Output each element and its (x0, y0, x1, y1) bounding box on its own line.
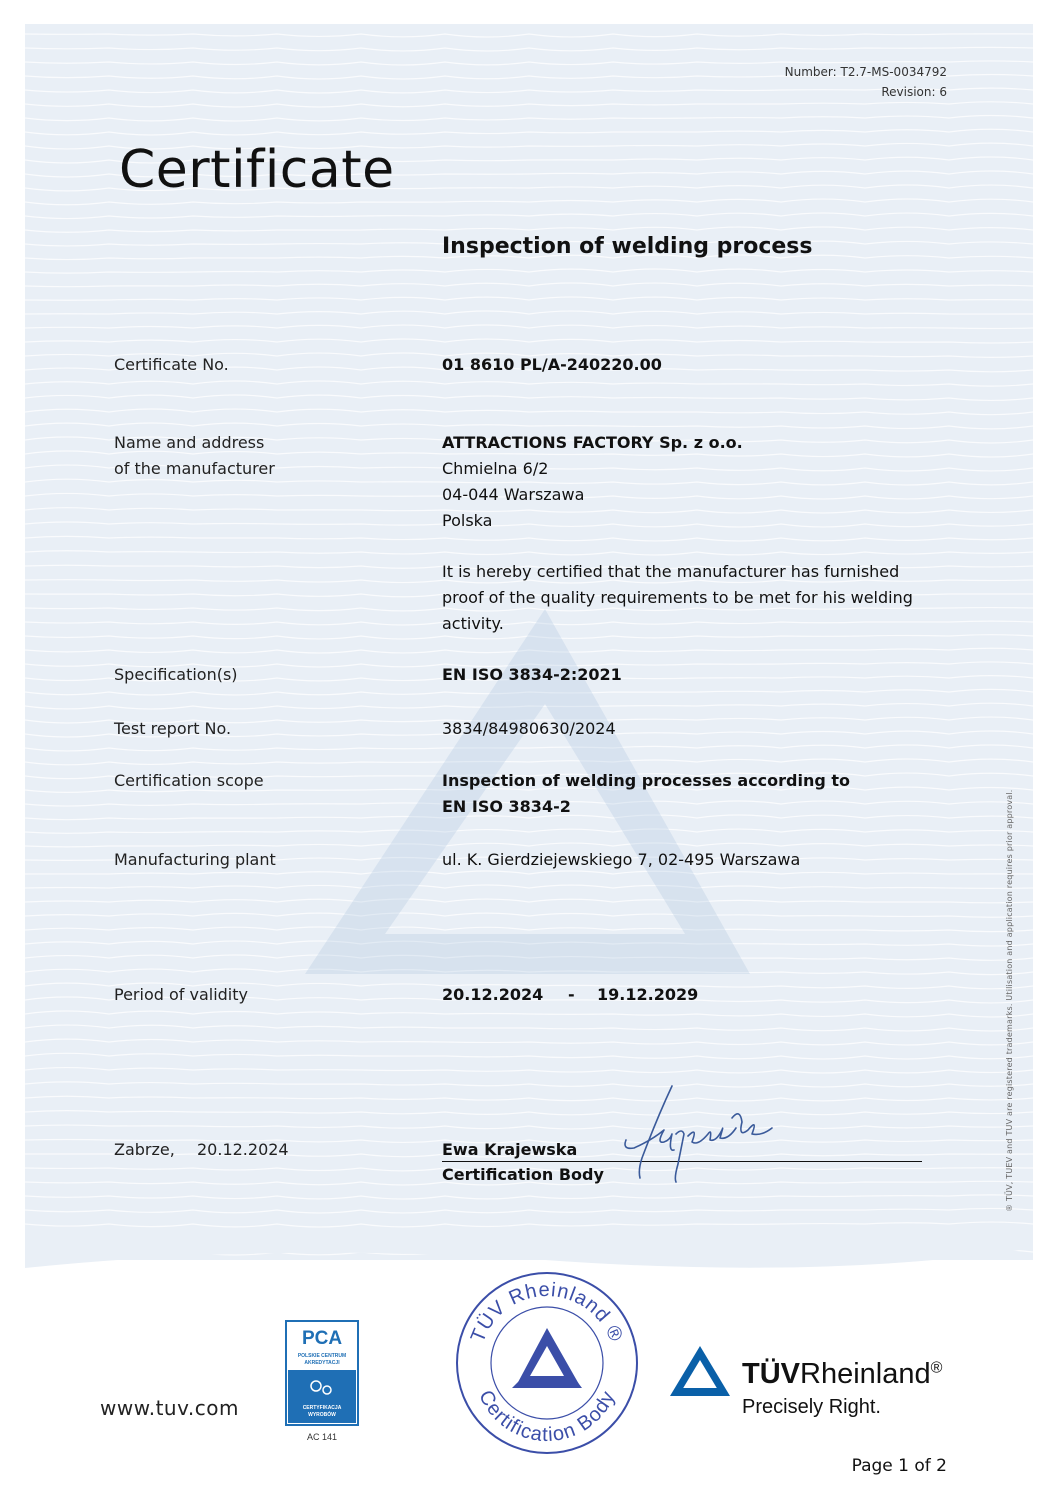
guilloche-wave (25, 101, 1033, 107)
document-number: Number: T2.7-MS-0034792 (784, 65, 947, 79)
guilloche-wave (25, 1096, 1033, 1101)
test-report-value: 3834/84980630/2024 (442, 719, 616, 738)
guilloche-wave (25, 1011, 1033, 1017)
manufacturer-street: Chmielna 6/2 (442, 459, 549, 478)
svg-text:CERTYFIKACJA: CERTYFIKACJA (302, 1405, 342, 1411)
scope-value-line2: EN ISO 3834-2 (442, 797, 571, 816)
manufacturer-label-line1: Name and address (114, 433, 265, 452)
manufacturer-country: Polska (442, 511, 493, 530)
svg-text:TÜV Rheinland ®: TÜV Rheinland ® (466, 1278, 628, 1346)
certification-statement (442, 559, 913, 637)
guilloche-wave (25, 339, 1033, 344)
statement-line: proof of the quality requirements to be met for his welding (442, 588, 913, 607)
brand-bold: TÜV (742, 1358, 800, 1390)
guilloche-wave (25, 227, 1033, 232)
certificate-background (25, 24, 1033, 1260)
guilloche-wave (25, 47, 1033, 51)
guilloche-wave (25, 115, 1033, 121)
manufacturer-label (114, 430, 275, 482)
plant-label: Manufacturing plant (114, 850, 276, 869)
plant-value: ul. K. Gierdziejewskiego 7, 02-495 Warszawa (442, 850, 801, 869)
trademark-note: ® TÜV, TUEV and TUV are registered trademarks. Utilisation and application requires prior approval. (1005, 789, 1014, 1212)
guilloche-wave (25, 551, 1033, 555)
scope-value-line1: Inspection of welding processes according to (442, 771, 851, 790)
certificate-no-label: Certificate No. (114, 355, 229, 374)
specification-label: Specification(s) (114, 665, 238, 684)
manufacturer-address (442, 430, 743, 534)
guilloche-wave (25, 1194, 1033, 1199)
scope-value (442, 768, 850, 820)
guilloche-wave (25, 423, 1033, 429)
guilloche-wave (25, 745, 1033, 751)
guilloche-wave (25, 311, 1033, 315)
page-subtitle: Inspection of welding process (442, 234, 813, 259)
specification-value: EN ISO 3834-2:2021 (442, 665, 622, 684)
guilloche-wave (25, 1082, 1033, 1087)
issue-place: Zabrze, (114, 1140, 175, 1159)
svg-text:POLSKIE CENTRUM: POLSKIE CENTRUM (297, 1353, 347, 1359)
guilloche-wave (25, 1208, 1033, 1213)
guilloche-wave (25, 1111, 1033, 1115)
guilloche-wave (25, 536, 1033, 541)
guilloche-wave (25, 381, 1033, 387)
signer-name: Ewa Krajewska (442, 1140, 578, 1159)
guilloche-wave (25, 213, 1033, 219)
guilloche-wave (25, 1039, 1033, 1045)
tuv-triangle-logo (668, 1344, 732, 1400)
guilloche-wave (25, 269, 1033, 273)
guilloche-wave (25, 1025, 1033, 1031)
guilloche-wave (25, 409, 1033, 415)
guilloche-wave (25, 913, 1033, 918)
guilloche-wave (25, 829, 1033, 833)
guilloche-wave (25, 1068, 1033, 1073)
guilloche-wave (25, 325, 1033, 329)
scope-label: Certification scope (114, 771, 264, 790)
brand-reg-mark: ® (930, 1359, 943, 1377)
guilloche-wave (25, 927, 1033, 932)
document-number-block (785, 62, 947, 102)
statement-line: activity. (442, 614, 504, 633)
guilloche-wave (25, 33, 1033, 37)
statement-line: It is hereby certified that the manufacturer has furnished (442, 562, 900, 581)
pca-accreditation-logo (285, 1320, 359, 1446)
guilloche-wave (25, 899, 1033, 904)
document-revision: Revision: 6 (881, 85, 947, 99)
svg-text:AC 141: AC 141 (306, 1432, 338, 1442)
svg-text:Certification Body: Certification Body (474, 1386, 620, 1447)
validity-label: Period of validity (114, 985, 248, 1004)
brand-regular: Rheinland (800, 1358, 931, 1390)
certificate-no-value: 01 8610 PL/A-240220.00 (442, 355, 662, 374)
validity-separator: - (568, 985, 575, 1004)
guilloche-wave (25, 759, 1033, 765)
svg-text:PCA: PCA (301, 1328, 343, 1349)
guilloche-wave (25, 1221, 1033, 1226)
guilloche-wave (25, 297, 1033, 300)
handwritten-signature (612, 1078, 782, 1188)
guilloche-wave (25, 1125, 1033, 1129)
brand-tagline: Precisely Right. (742, 1396, 881, 1418)
test-report-label: Test report No. (114, 719, 232, 738)
manufacturer-name: ATTRACTIONS FACTORY Sp. z o.o. (442, 433, 743, 452)
manufacturer-city: 04-044 Warszawa (442, 485, 585, 504)
validity-to: 19.12.2029 (597, 985, 699, 1004)
signer-role: Certification Body (442, 1165, 604, 1184)
manufacturer-label-line2: of the manufacturer (114, 459, 275, 478)
guilloche-wave (25, 1053, 1033, 1059)
page-number: Page 1 of 2 (851, 1456, 947, 1476)
guilloche-wave (25, 283, 1033, 287)
guilloche-pattern (25, 24, 1033, 1260)
page-title: Certificate (119, 140, 395, 200)
tuv-brand-wordmark (742, 1358, 942, 1391)
svg-text:WYROBÓW: WYROBÓW (308, 1412, 336, 1418)
guilloche-wave (25, 395, 1033, 401)
svg-text:AKREDYTACJI: AKREDYTACJI (304, 1360, 340, 1366)
guilloche-wave (25, 885, 1033, 889)
website-link[interactable]: www.tuv.com (100, 1396, 239, 1420)
issue-date: 20.12.2024 (197, 1140, 289, 1159)
validity-from: 20.12.2024 (442, 985, 544, 1004)
tuv-certification-seal (452, 1268, 642, 1458)
guilloche-wave (25, 129, 1033, 135)
